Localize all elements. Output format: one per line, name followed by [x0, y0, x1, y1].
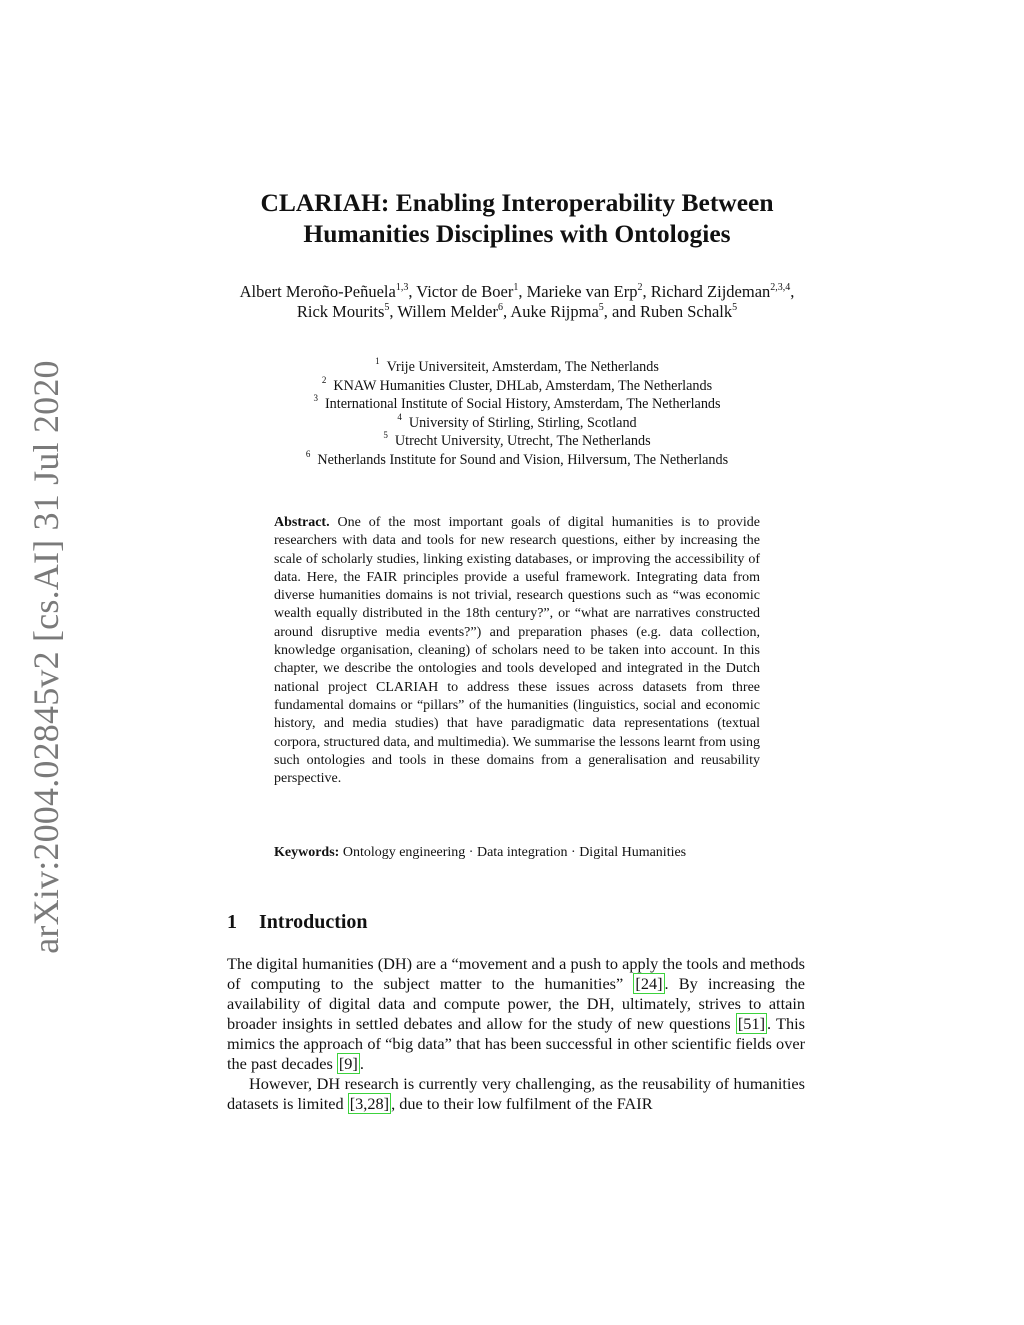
affiliation-text: Netherlands Institute for Sound and Vision, Hilversum, The Netherlands — [317, 451, 729, 468]
paragraph-text: The digital humanities (DH) are a “movement and a push to apply the tools and methods of computing to the subject matter to the humanities” — [227, 954, 805, 993]
author-name: Ruben Schalk — [639, 302, 733, 321]
author-list: Albert Meroño-Peñuela$^{1,3}$, Victor de Boer$^1$, Marieke van Erp$^2$, Richard Zijdeman$^{2,3,4}$, Rick Mourits$^5$, Willem Melder$^6$, Auke Rijpma$^5$, and Ruben Schalk$^5$ — [239, 281, 795, 321]
section-heading — [227, 911, 368, 934]
affiliation-number: 3 — [313, 393, 318, 404]
author-affiliation-marker: 5 — [732, 301, 738, 313]
paragraph-text: However, DH research is currently very challenging, as the reusability of humanities datasets is limited — [227, 1074, 805, 1113]
abstract — [274, 514, 760, 788]
affiliation-text: International Institute of Social History, Amsterdam, The Netherlands — [324, 396, 721, 412]
citation-link[interactable]: [9] — [338, 1054, 358, 1073]
author-name: Richard Zijdeman — [650, 282, 771, 301]
paper-title — [227, 187, 807, 249]
author-affiliation-marker: 6 — [497, 301, 503, 313]
author-name: Marieke van Erp — [526, 282, 638, 301]
paragraph-text: , due to their low fulfilment of the FAIR — [391, 1094, 653, 1113]
paragraph-text: . By increasing the availability of digital data and compute power, the DH, ultimately, strives to attain broader insights in settled debates and allow for the study of new questions — [227, 974, 805, 1033]
citation-link[interactable]: [24] — [635, 974, 663, 993]
author-affiliation-marker: 1,3 — [395, 281, 409, 293]
keywords-label: Keywords: — [274, 845, 340, 860]
title-line: CLARIAH: Enabling Interoperability Between — [260, 188, 774, 217]
introduction-body — [227, 954, 805, 1114]
affiliation-item — [227, 358, 807, 377]
affiliation-number: 5 — [383, 430, 388, 441]
affiliation-item — [227, 395, 807, 414]
abstract-label: Abstract. — [274, 515, 330, 530]
paragraph-text: . — [359, 1054, 364, 1073]
affiliation-item — [227, 448, 807, 470]
author-name: Rick Mourits — [296, 302, 385, 321]
author-affiliation-marker: 1 — [513, 281, 519, 293]
title-line: Humanities Disciplines with Ontologies — [303, 219, 731, 248]
affiliation-number: 1 — [375, 356, 380, 367]
affiliation-number: 4 — [397, 411, 402, 422]
affiliation-item — [227, 432, 807, 451]
citation-link[interactable]: [51] — [737, 1014, 766, 1033]
affiliation-item — [227, 411, 807, 433]
section-title: Introduction — [259, 911, 368, 933]
arxiv-identifier-stamp — [26, 360, 67, 954]
affiliation-number: 6 — [305, 448, 311, 459]
affiliation-text: Utrecht University, Utrecht, The Netherlands — [394, 433, 651, 449]
paragraph-text: . This mimics the approach of “big data” that has been successful in other scientific fields over the past decades — [227, 1014, 806, 1073]
paragraph — [227, 954, 805, 1074]
affiliation-text: Vrije Universiteit, Amsterdam, The Netherlands — [386, 359, 659, 375]
author-affiliation-marker: 5 — [384, 301, 390, 313]
affiliation-text: KNAW Humanities Cluster, DHLab, Amsterdam, The Netherlands — [333, 377, 713, 394]
author-affiliation-marker: 2 — [637, 281, 643, 293]
citation-link[interactable]: [3,28] — [349, 1094, 390, 1113]
affiliation-text: University of Stirling, Stirling, Scotland — [408, 414, 637, 431]
arxiv-identifier-text: arXiv:2004.02845v2 [cs.AI] 31 Jul 2020 — [26, 360, 67, 954]
paragraph — [227, 1074, 805, 1114]
author-affiliation-marker: 2,3,4 — [770, 281, 791, 293]
affiliation-number: 2 — [321, 374, 327, 385]
affiliation-list — [227, 358, 807, 469]
author-name: Albert Meroño-Peñuela — [239, 282, 396, 301]
keywords-text: Ontology engineering · Data integration · Digital Humanities — [342, 845, 687, 860]
author-affiliation-marker: 5 — [598, 301, 604, 313]
keywords — [274, 844, 760, 862]
author-name: Auke Rijpma — [510, 302, 599, 321]
section-number: 1 — [227, 911, 237, 933]
author-name: Willem Melder — [397, 302, 498, 321]
abstract-text: One of the most important goals of digital humanities is to provide researchers with data and tools for new research questions, either by increasing the scale of scholarly studies, linking existing databases, or improving the accessibility of data. Here, the FAIR principles provide a useful framework. Integrating data from diverse humanities domains is not trivial, research questions such as “was economic wealth equally distributed in the 18th century?”, or “what are narratives constructed around disruptive media events?”) and preparation phases (e.g. data collection, knowledge organisation, cleaning) of scholars need to be taken into account. In this chapter, we describe the ontologies and tools developed and integrated in the Dutch national project CLARIAH to address these issues across datasets from three fundamental domains or “pillars” of the humanities (linguistics, social and economic history, and media studies) that have paradigmatic data representations (textual corpora, structured data, and multimedia). We summarise the lessons learnt from using such ontologies and tools in these domains from a generalisation and reusability perspective. — [274, 515, 760, 787]
author-name: Victor de Boer — [416, 282, 514, 301]
